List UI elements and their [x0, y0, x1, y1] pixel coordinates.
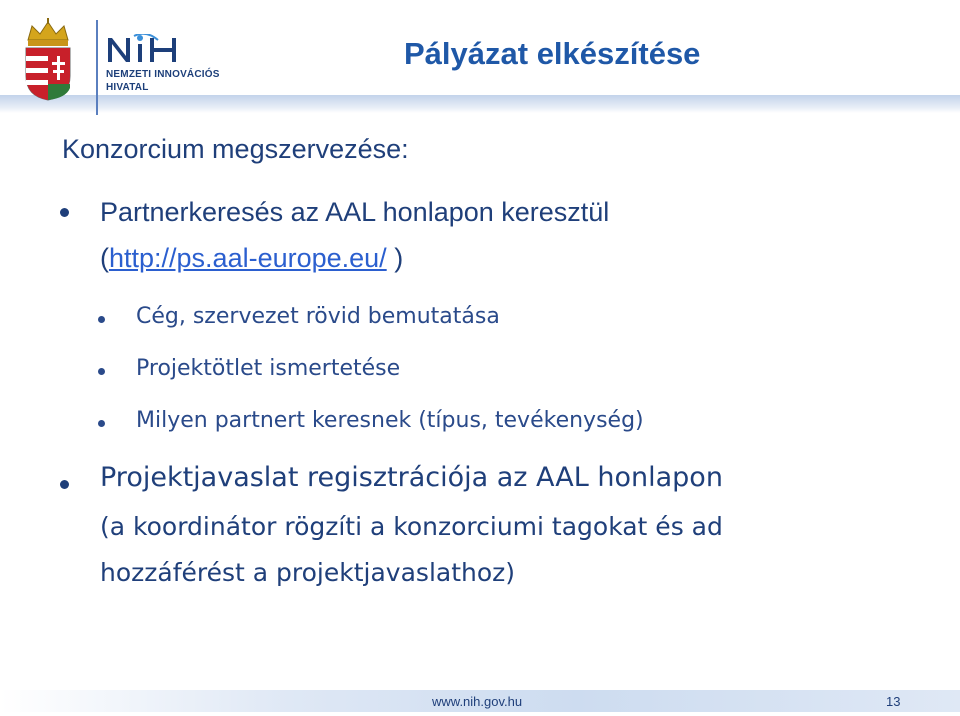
- sub-bullet-dot: [98, 316, 105, 323]
- bullet-text-line2: (a koordinátor rögzíti a konzorciumi tagokat és ad: [100, 512, 723, 541]
- logo-area: [14, 10, 220, 105]
- bullet-partner-search: [60, 190, 880, 286]
- coat-of-arms-icon: [22, 18, 74, 102]
- sub-bullet-text: Projektötlet ismertetése: [136, 356, 401, 381]
- bullet-dot: [60, 480, 69, 489]
- bullet-text-line3: hozzáférést a projektjavaslathoz): [100, 558, 516, 587]
- page-title: Pályázat elkészítése: [404, 36, 701, 71]
- logo-text: [106, 68, 246, 94]
- page-number: 13: [886, 694, 901, 709]
- sub-bullet-text: Milyen partnert keresnek (típus, tevékenység): [136, 408, 644, 433]
- footer-url-link[interactable]: www.nih.gov.hu: [432, 694, 523, 709]
- nih-logo-icon: [106, 34, 216, 64]
- link-paren-close: ): [386, 243, 404, 273]
- sub-bullet-text: Cég, szervezet rövid bemutatása: [136, 304, 500, 329]
- bullet-dot: [60, 208, 69, 217]
- link-paren-open: (: [100, 243, 109, 273]
- bullet-link-line: [100, 236, 403, 280]
- logo-text-line1: NEMZETI INNOVÁCIÓS: [106, 69, 220, 80]
- logo-text-line2: HIVATAL: [106, 82, 149, 93]
- section-heading: Konzorcium megszervezése:: [62, 134, 409, 164]
- aal-link[interactable]: http://ps.aal-europe.eu/: [109, 243, 387, 273]
- logo-divider: [96, 20, 98, 115]
- sub-bullet-dot: [98, 420, 105, 427]
- sub-bullet-dot: [98, 368, 105, 375]
- bullet-text: Partnerkeresés az AAL honlapon keresztül: [100, 197, 610, 227]
- bullet-text-line1: Projektjavaslat regisztrációja az AAL honlapon: [100, 462, 723, 493]
